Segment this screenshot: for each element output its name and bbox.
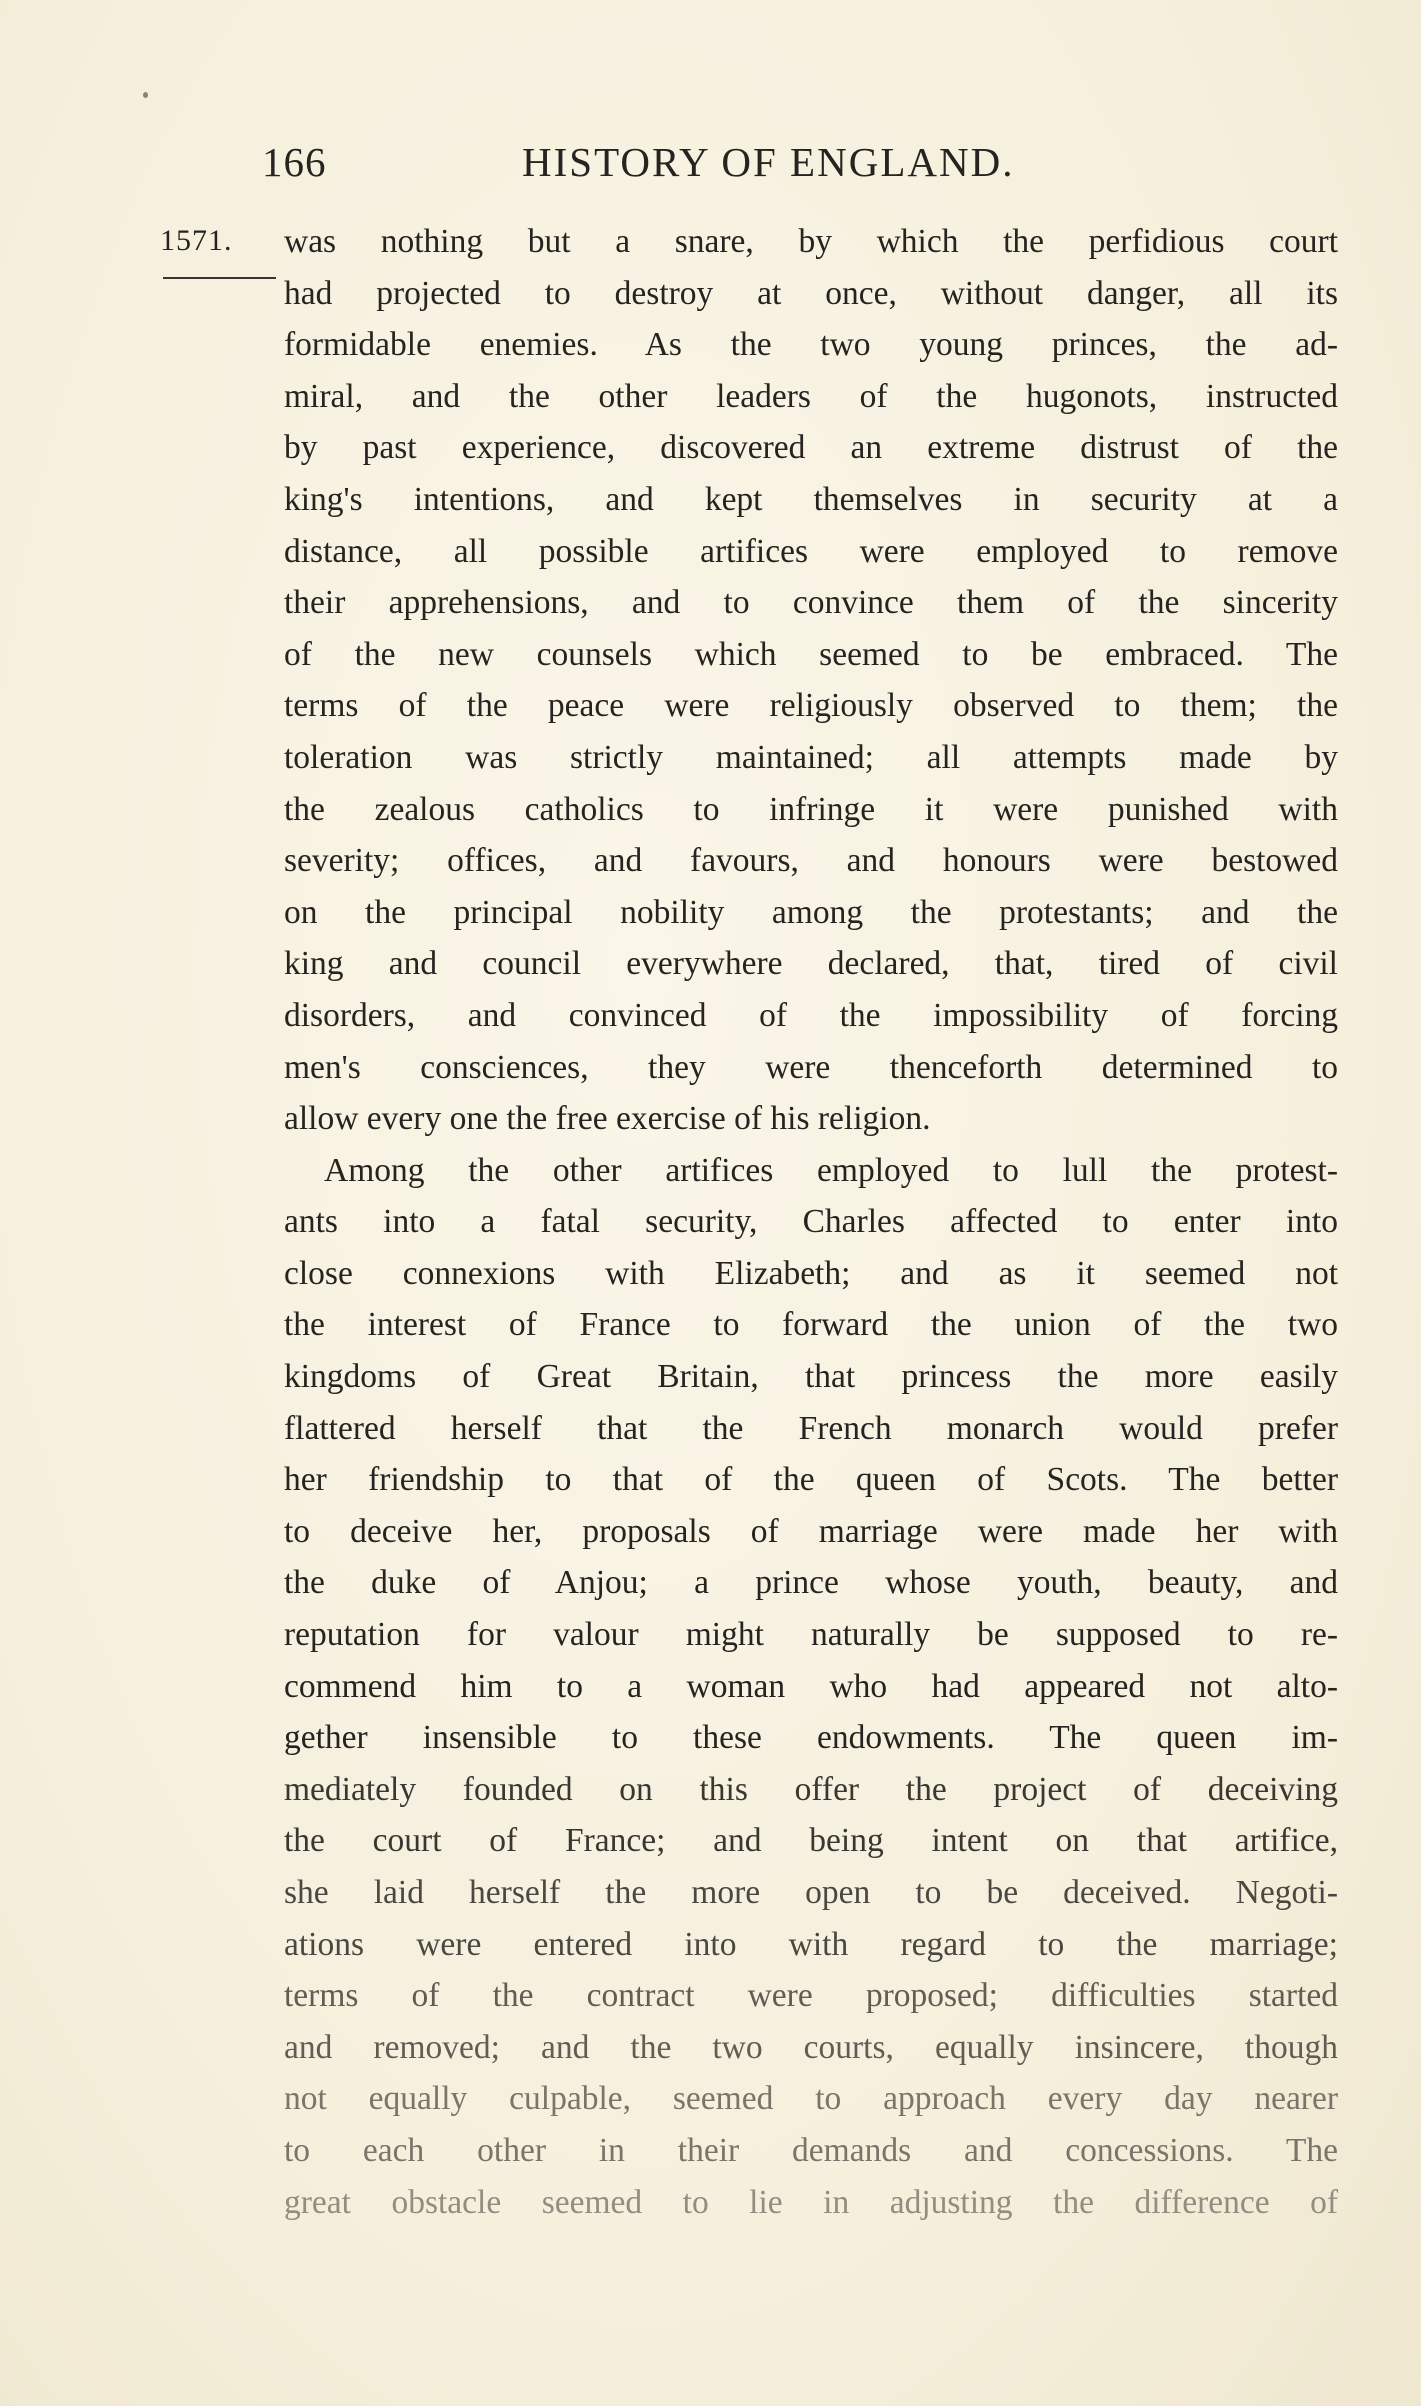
paragraph-1 [284, 216, 1338, 1145]
paragraph-2 [284, 1145, 1338, 2228]
text-line: the duke of Anjou; a prince whose youth, beauty, and [284, 1564, 1338, 1602]
text-line: their apprehensions, and to convince them of the sincerity [284, 584, 1338, 622]
text-line: close connexions with Elizabeth; and as it seemed not [284, 1254, 1338, 1292]
text-line: miral, and the other leaders of the hugonots, instructed [284, 377, 1338, 415]
text-line: flattered herself that the French monarch would prefer [284, 1409, 1338, 1447]
text-line: not equally culpable, seemed to approach every day nearer [284, 2080, 1338, 2118]
text-line: the zealous catholics to infringe it were punished with [284, 790, 1338, 828]
text-line: of the new counsels which seemed to be embraced. The [284, 635, 1338, 673]
text-line: severity; offices, and favours, and honours were bestowed [284, 842, 1338, 880]
text-line: and removed; and the two courts, equally insincere, though [284, 2028, 1338, 2066]
text-line: she laid herself the more open to be deceived. Negoti- [284, 1874, 1338, 1911]
text-line: by past experience, discovered an extreme distrust of the [284, 429, 1338, 467]
text-line: had projected to destroy at once, without danger, all its [284, 274, 1338, 312]
text-line: disorders, and convinced of the impossibility of forcing [284, 996, 1338, 1034]
text-line: great obstacle seemed to lie in adjusting the difference of [284, 2183, 1338, 2221]
body-text [284, 216, 1338, 2228]
text-line: commend him to a woman who had appeared not alto- [284, 1667, 1338, 1705]
text-line: distance, all possible artifices were employed to remove [284, 532, 1338, 570]
text-line: terms of the contract were proposed; difficulties started [284, 1977, 1338, 2015]
text-line: Among the other artifices employed to lull the protest- [324, 1151, 1338, 1189]
margin-year: 1571. [160, 224, 233, 257]
text-line: was nothing but a snare, by which the perfidious court [284, 223, 1338, 260]
margin-rule [163, 277, 276, 279]
text-line: men's consciences, they were thenceforth determined to [284, 1048, 1338, 1086]
text-line: on the principal nobility among the protestants; and the [284, 893, 1338, 931]
text-line: terms of the peace were religiously observed to them; the [284, 687, 1338, 725]
text-line: allow every one the free exercise of his religion. [284, 1100, 931, 1138]
text-line: ants into a fatal security, Charles affected to enter into [284, 1203, 1338, 1241]
text-line: kingdoms of Great Britain, that princess the more easily [284, 1358, 1338, 1396]
text-line: to each other in their demands and concessions. The [284, 2131, 1338, 2169]
running-title: HISTORY OF ENGLAND. [522, 139, 1015, 185]
text-line: the court of France; and being intent on that artifice, [284, 1822, 1338, 1860]
text-line: the interest of France to forward the union of the two [284, 1306, 1338, 1344]
text-line: to deceive her, proposals of marriage were made her with [284, 1512, 1338, 1550]
text-line: toleration was strictly maintained; all attempts made by [284, 738, 1338, 776]
text-line: mediately founded on this offer the project of deceiving [284, 1770, 1338, 1808]
text-line: her friendship to that of the queen of Scots. The better [284, 1461, 1338, 1499]
text-line: king's intentions, and kept themselves in security at a [284, 480, 1338, 518]
text-line: gether insensible to these endowments. The queen im- [284, 1719, 1338, 1757]
text-line: formidable enemies. As the two young princes, the ad- [284, 326, 1338, 364]
page-header [0, 132, 1421, 192]
ink-speck [143, 92, 148, 98]
text-line: reputation for valour might naturally be supposed to re- [284, 1616, 1338, 1654]
text-line: king and council everywhere declared, that, tired of civil [284, 945, 1338, 983]
text-line: ations were entered into with regard to the marriage; [284, 1925, 1338, 1963]
page-number: 166 [262, 139, 327, 185]
